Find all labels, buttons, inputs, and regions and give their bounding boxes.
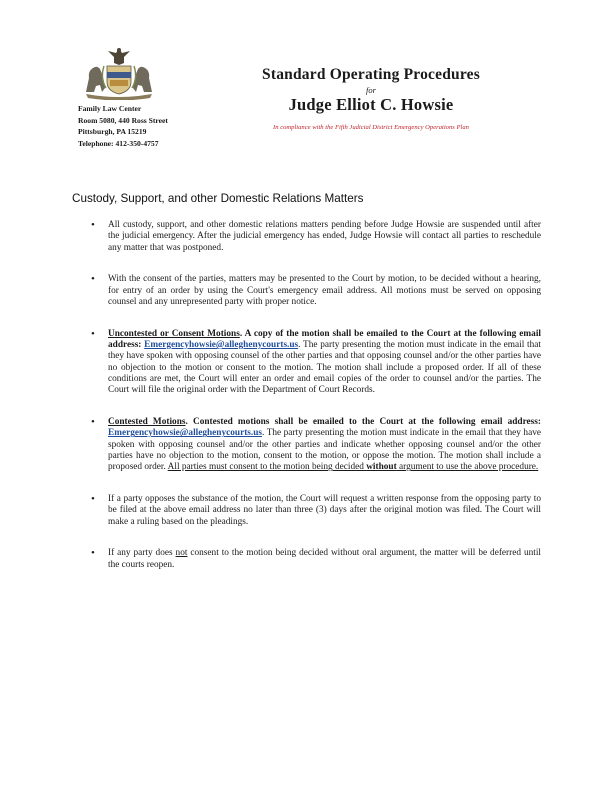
document-header <box>230 66 512 131</box>
email-link[interactable]: Emergencyhowsie@alleghenycourts.us <box>108 428 263 439</box>
list-item <box>91 329 541 397</box>
list-item <box>91 494 541 528</box>
list-item <box>91 220 541 254</box>
court-address <box>78 103 168 149</box>
item-heading-tail: . <box>239 328 243 339</box>
pennsylvania-seal-logo <box>80 44 158 100</box>
item-text: If any party does <box>108 548 176 559</box>
item-heading: Uncontested or Consent Motions <box>108 328 240 339</box>
title-for: for <box>366 85 376 95</box>
section-heading: Custody, Support, and other Domestic Relations Matters <box>72 192 364 205</box>
item-text: . The party presenting the motion must indicate in the email that they have spoken with opposing counsel of the other parties and that opposing counsel and/or the other parties have no objection to the motion or consent to the motion. The motion shall include a proposed order. If all of these conditions are met, the Court will enter an order and email copies of the order to counsel and/or the parties. The Court will file the original order with the Department of Court Records. <box>108 340 541 396</box>
item-text: All custody, support, and other domestic relations matters pending before Judge Howsie are suspended until after the judicial emergency. After the judicial emergency has ended, Judge Howsie will contact all parties to reschedule any matter that was postponed. <box>108 220 541 253</box>
list-item <box>91 274 541 308</box>
address-line: Room 5080, 440 Ross Street <box>78 115 168 125</box>
item-heading: Contested Motions <box>108 417 186 428</box>
list-item <box>91 417 541 473</box>
procedure-list <box>91 220 541 592</box>
address-line: Pittsburgh, PA 15219 <box>78 127 147 137</box>
email-link[interactable]: Emergencyhowsie@alleghenycourts.us <box>144 340 299 351</box>
consent-requirement-end: argument to use the above procedure. <box>396 462 539 473</box>
item-emphasis: not <box>175 548 188 559</box>
item-text: If a party opposes the substance of the motion, the Court will request a written response from the opposing party to be filed at the above email address no later than three (3) days after the original motion was filed. The Court will make a ruling based on the pleadings. <box>108 494 541 527</box>
item-text: With the consent of the parties, matters may be presented to the Court by motion, to be decided without a hearing, for entry of an order by using the Court's emergency email address. All motions must be served on opposing counsel and any unrepresented party with proper notice. <box>108 274 541 307</box>
list-item <box>91 548 541 571</box>
document-title: Standard Operating Procedures <box>262 66 480 83</box>
item-text: . The party presenting the motion must indicate in the email that they have spoken with opposing counsel and/or the other parties and indicate whether opposing counsel and/or the other parties have no objection to the motion, consent to the motion, or oppose the motion. The motion shall include a proposed order. <box>108 428 541 473</box>
telephone-line: Telephone: 412-350-4757 <box>78 138 159 148</box>
item-heading-tail: . <box>185 417 188 428</box>
item-bold-text: Contested motions shall be emailed to the Court at the following email address: <box>187 417 541 428</box>
consent-requirement-emphasis: without <box>366 462 397 473</box>
address-line: Family Law Center <box>78 104 142 113</box>
item-text-end: consent to the motion being decided without oral argument, the matter will be deferred until the courts reopen. <box>108 548 541 570</box>
item-bold-text: A copy of the motion shall be emailed to the Court at the following email address: <box>108 328 541 351</box>
compliance-note: In compliance with the Fifth Judicial District Emergency Operations Plan <box>273 124 469 131</box>
judge-name: Judge Elliot C. Howsie <box>288 95 454 114</box>
consent-requirement: All parties must consent to the motion being decided <box>167 462 367 473</box>
